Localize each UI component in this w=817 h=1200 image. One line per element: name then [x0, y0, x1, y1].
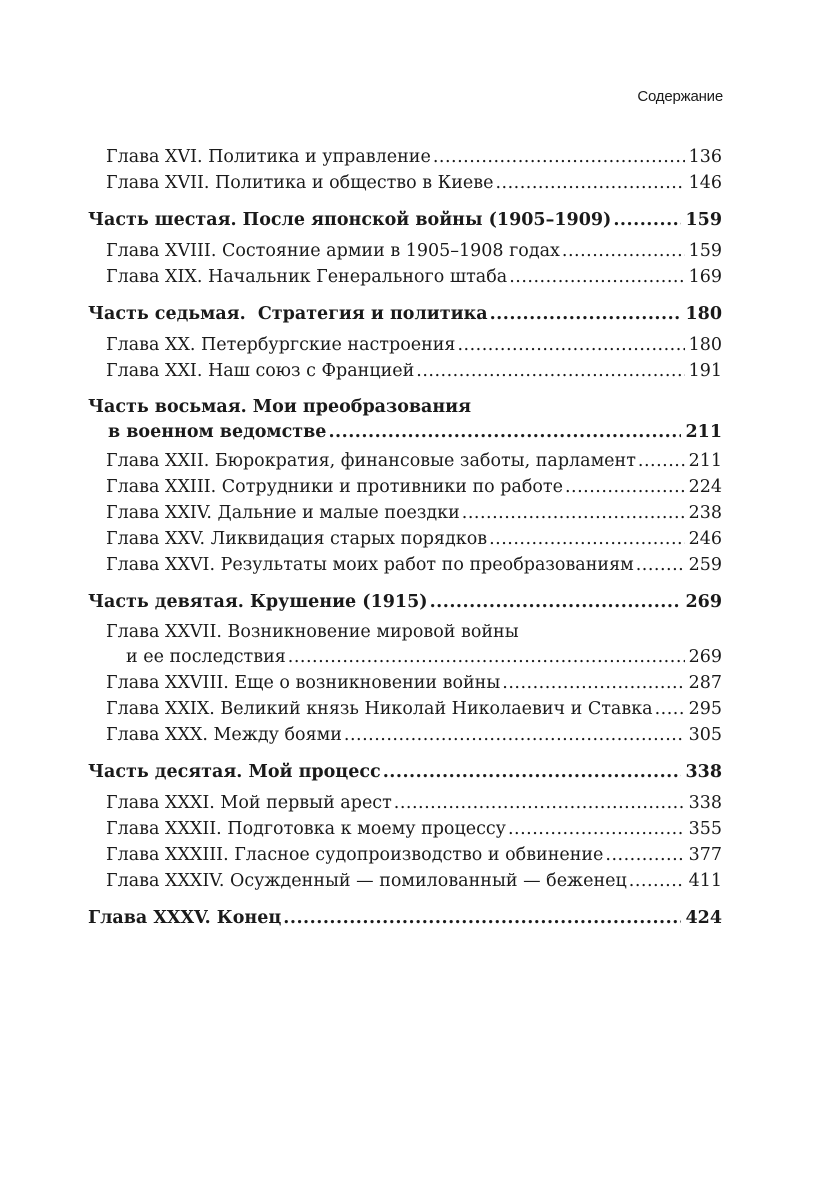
- entry-page: 305: [688, 725, 722, 745]
- dot-leader: [457, 332, 684, 358]
- dot-leader: [430, 589, 682, 615]
- dot-leader: [509, 264, 684, 290]
- toc-entry[interactable]: [88, 358, 722, 384]
- entry-title: Глава XXXI. Мой первый арест: [106, 793, 392, 813]
- toc-entry[interactable]: [88, 238, 722, 264]
- dot-leader: [433, 144, 685, 170]
- entry-page: 424: [685, 908, 722, 928]
- dot-leader: [562, 238, 685, 264]
- entry-title: в военном ведомстве: [108, 422, 327, 442]
- entry-page: 191: [688, 361, 722, 381]
- entry-page: 259: [688, 555, 722, 575]
- entry-page: 146: [688, 173, 722, 193]
- entry-title: Глава XXVIII. Еще о возникновении войны: [106, 673, 501, 693]
- entry-page: 377: [688, 845, 722, 865]
- toc-entry[interactable]: [88, 448, 722, 474]
- entry-page: 159: [685, 210, 722, 230]
- toc-part-entry[interactable]: [88, 395, 722, 445]
- dot-leader: [490, 301, 682, 327]
- dot-leader: [636, 552, 685, 578]
- toc-part-entry[interactable]: [88, 301, 722, 327]
- entry-page: 238: [688, 503, 722, 523]
- toc-part-entry[interactable]: [88, 589, 722, 615]
- dot-leader: [394, 790, 685, 816]
- entry-title: Глава XXIII. Сотрудники и противники по работе: [106, 477, 563, 497]
- entry-page: 338: [688, 793, 722, 813]
- entry-title: Глава XXXV. Конец: [88, 908, 282, 928]
- entry-title: Глава XXVI. Результаты моих работ по преобразованиям: [106, 555, 634, 575]
- entry-title: Часть седьмая. Стратегия и политика: [88, 304, 488, 324]
- entry-page: 180: [688, 335, 722, 355]
- entry-title: Глава XVI. Политика и управление: [106, 147, 431, 167]
- dot-leader: [416, 358, 684, 384]
- entry-title-line1: Часть восьмая. Мои преобразования: [88, 397, 472, 417]
- toc-entry[interactable]: [88, 670, 722, 696]
- dot-leader: [383, 759, 682, 785]
- dot-leader: [605, 842, 684, 868]
- entry-page: 295: [688, 699, 722, 719]
- dot-leader: [508, 816, 685, 842]
- toc-entry[interactable]: [88, 842, 722, 868]
- entry-page: 224: [688, 477, 722, 497]
- dot-leader: [495, 170, 684, 196]
- toc-entry[interactable]: [88, 332, 722, 358]
- entry-page: 169: [688, 267, 722, 287]
- dot-leader: [288, 644, 685, 670]
- entry-page: 287: [688, 673, 722, 693]
- toc-entry[interactable]: [88, 144, 722, 170]
- entry-title: Часть шестая. После японской войны (1905–1909): [88, 210, 612, 230]
- entry-title: Глава XXIV. Дальние и малые поездки: [106, 503, 460, 523]
- toc-entry[interactable]: [88, 474, 722, 500]
- entry-title: Глава XXIX. Великий князь Николай Николаевич и Ставка: [106, 699, 653, 719]
- toc-entry[interactable]: [88, 170, 722, 196]
- entry-title: Глава XXX. Между боями: [106, 725, 342, 745]
- entry-title: Глава XX. Петербургские настроения: [106, 335, 456, 355]
- dot-leader: [638, 448, 685, 474]
- toc-entry[interactable]: [88, 816, 722, 842]
- toc-entry[interactable]: [88, 264, 722, 290]
- entry-title: Глава XIX. Начальник Генерального штаба: [106, 267, 508, 287]
- entry-title: Глава XXI. Наш союз с Францией: [106, 361, 415, 381]
- entry-page: 136: [688, 147, 722, 167]
- dot-leader: [328, 419, 681, 445]
- dot-leader: [283, 905, 681, 931]
- dot-leader: [502, 670, 684, 696]
- toc-entry[interactable]: [88, 696, 722, 722]
- dot-leader: [613, 207, 681, 233]
- dot-leader: [344, 722, 685, 748]
- toc-part-entry[interactable]: [88, 207, 722, 233]
- dot-leader: [462, 500, 685, 526]
- entry-page: 159: [688, 241, 722, 261]
- toc-entry[interactable]: [88, 790, 722, 816]
- entry-title: Глава XXXII. Подготовка к моему процессу: [106, 819, 506, 839]
- toc-entry[interactable]: [88, 868, 722, 894]
- toc-entry[interactable]: [88, 526, 722, 552]
- entry-title: Глава XXV. Ликвидация старых порядков: [106, 529, 488, 549]
- toc-part-entry[interactable]: [88, 759, 722, 785]
- entry-title: Глава XVII. Политика и общество в Киеве: [106, 173, 494, 193]
- toc-entry[interactable]: [88, 620, 722, 670]
- toc-entry[interactable]: [88, 500, 722, 526]
- dot-leader: [489, 526, 685, 552]
- toc-entry[interactable]: [88, 722, 722, 748]
- dot-leader: [565, 474, 685, 500]
- entry-title-line1: Глава XXVII. Возникновение мировой войны: [106, 622, 519, 642]
- entry-page: 211: [685, 422, 722, 442]
- entry-title: Глава XVIII. Состояние армии в 1905–1908 годах: [106, 241, 560, 261]
- table-of-contents: [88, 144, 722, 931]
- entry-title: и ее последствия: [126, 647, 286, 667]
- toc-part-entry[interactable]: [88, 905, 722, 931]
- entry-title: Глава XXXIV. Осужденный — помилованный — беженец: [106, 871, 627, 891]
- entry-title: Глава XXII. Бюрократия, финансовые заботы, парламент: [106, 451, 636, 471]
- entry-page: 338: [685, 762, 722, 782]
- entry-title: Часть десятая. Мой процесс: [88, 762, 381, 782]
- entry-title: Глава XXXIII. Гласное судопроизводство и обвинение: [106, 845, 604, 865]
- entry-page: 269: [688, 647, 722, 667]
- entry-page: 411: [688, 871, 722, 891]
- entry-page: 211: [688, 451, 722, 471]
- running-head: Содержание: [637, 88, 723, 105]
- entry-page: 269: [685, 592, 722, 612]
- entry-page: 355: [688, 819, 722, 839]
- dot-leader: [629, 868, 685, 894]
- entry-page: 246: [688, 529, 722, 549]
- entry-title: Часть девятая. Крушение (1915): [88, 592, 428, 612]
- entry-page: 180: [685, 304, 722, 324]
- dot-leader: [655, 696, 685, 722]
- toc-entry[interactable]: [88, 552, 722, 578]
